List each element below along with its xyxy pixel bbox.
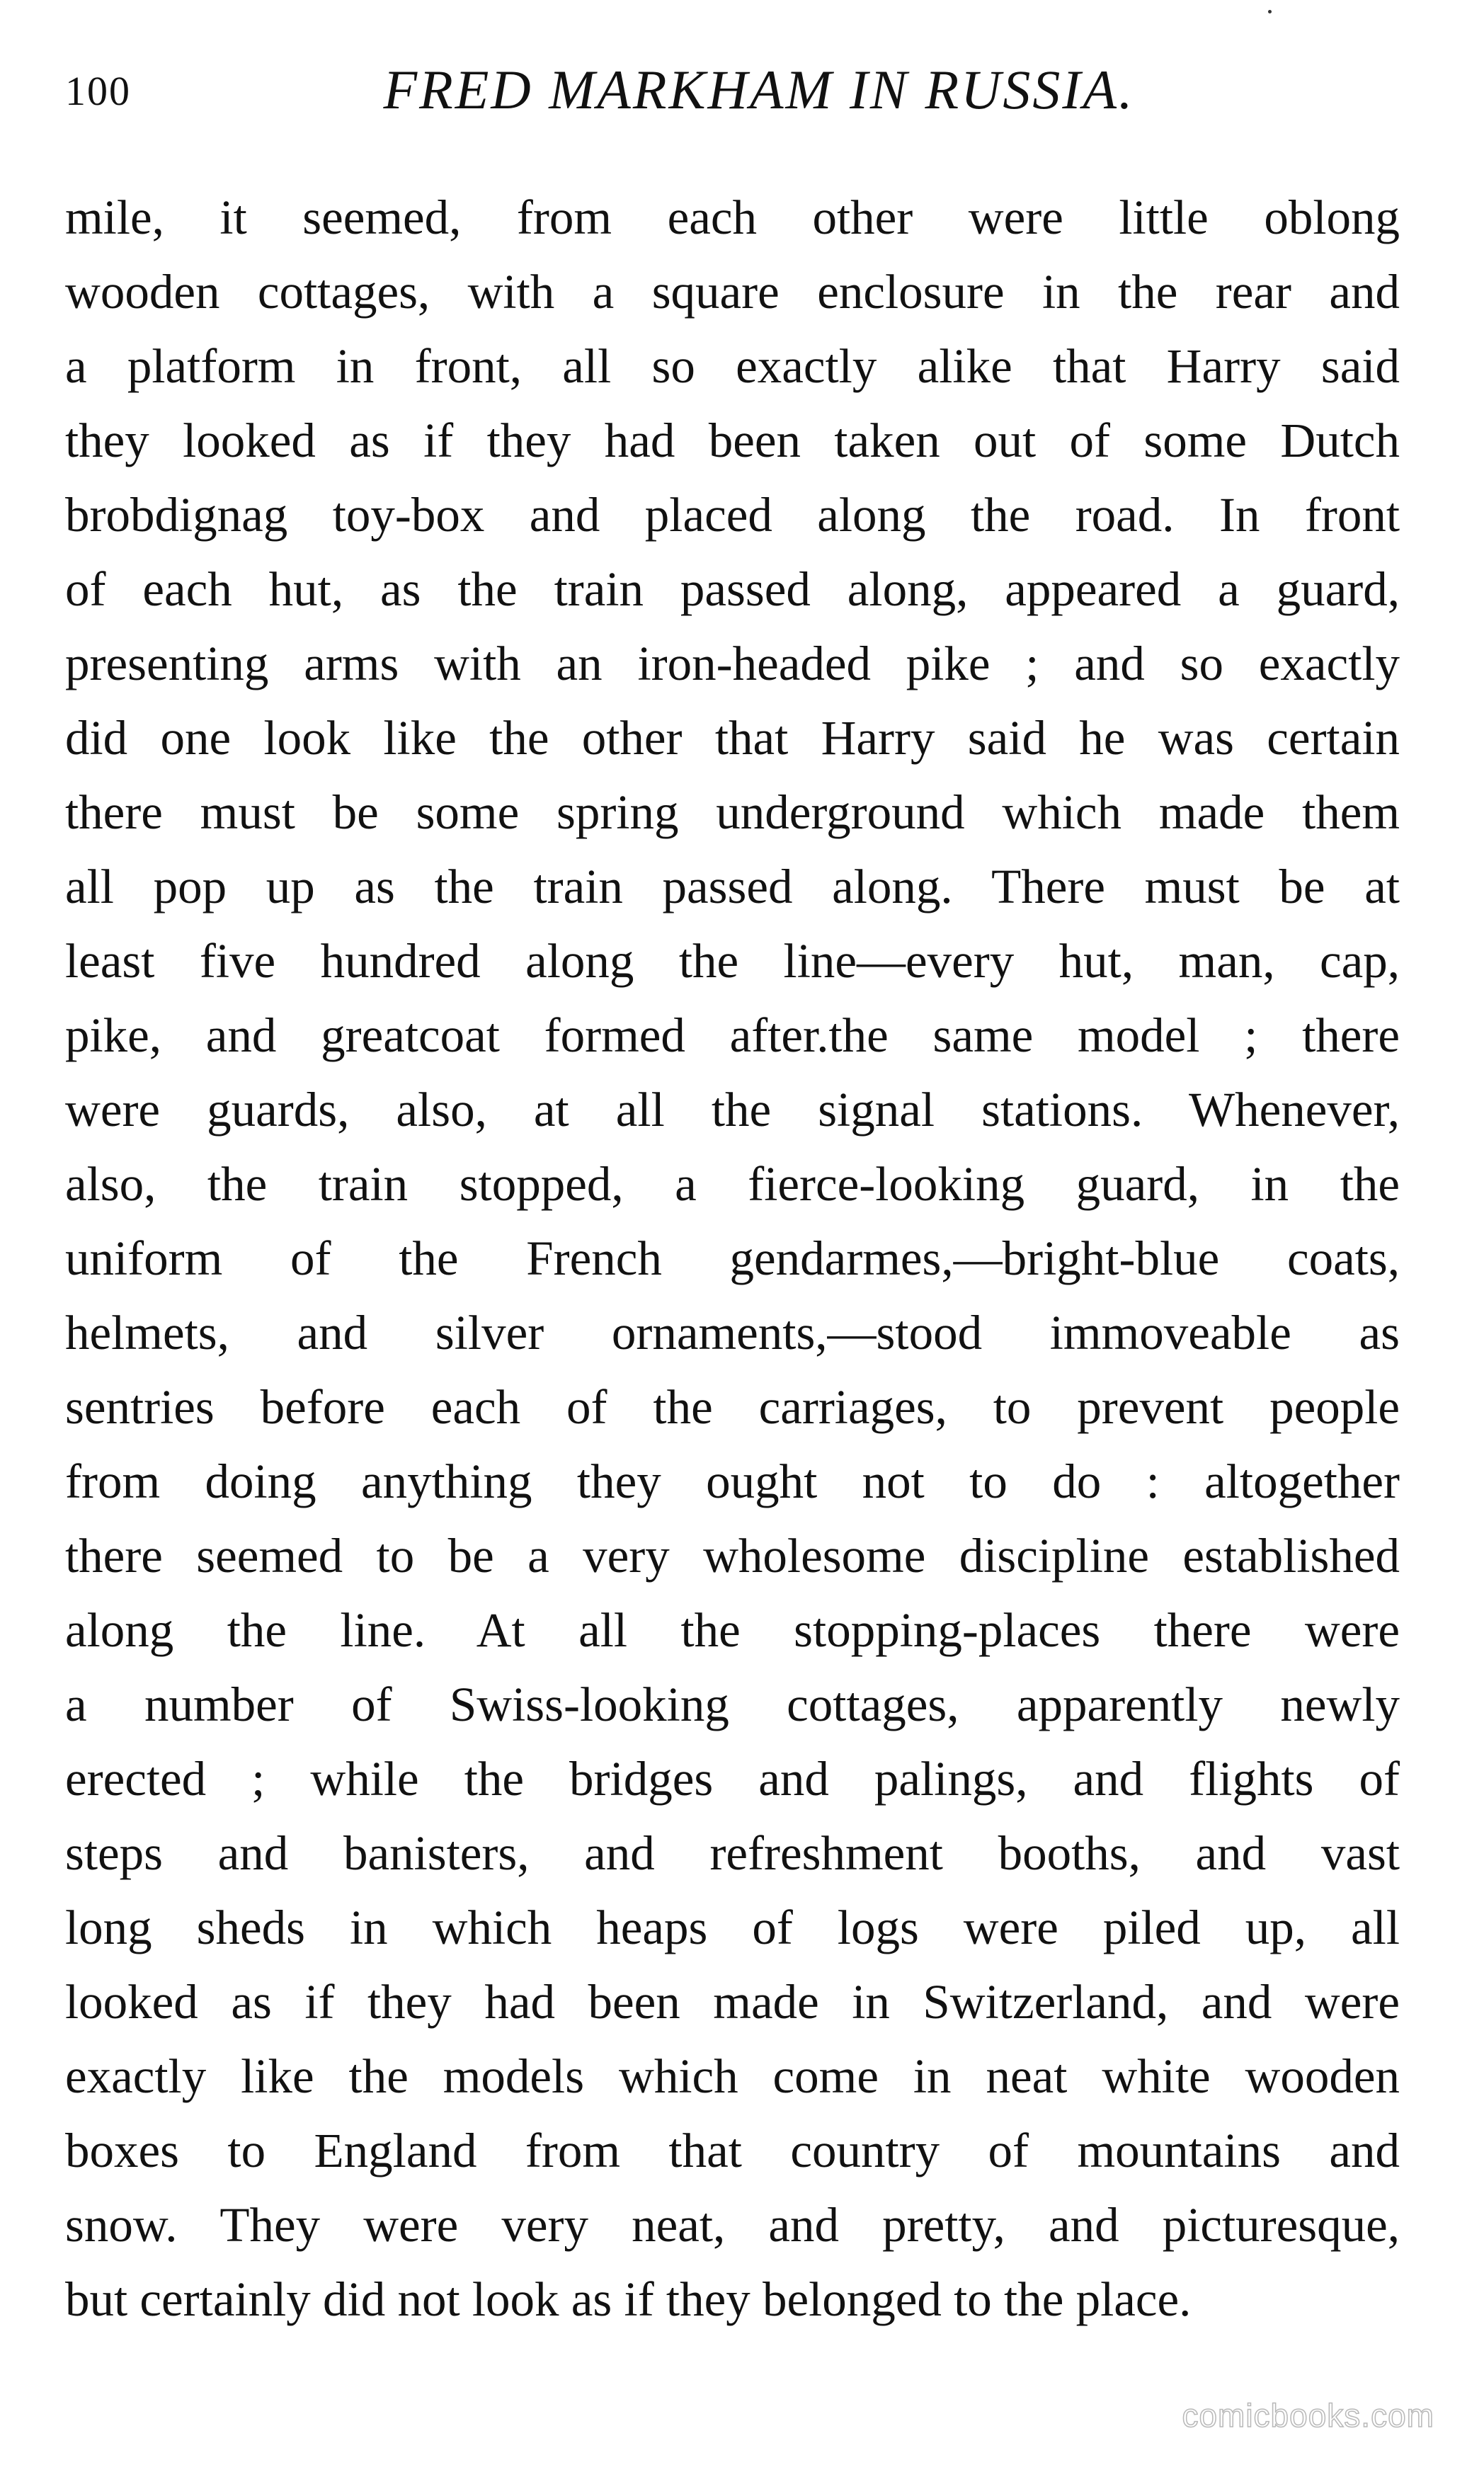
text-line: wooden cottages, with a square enclosure in the rear and [65,265,1400,319]
body-text [65,181,1400,2337]
text-line: pike, and greatcoat formed after.the same model ; there [65,1008,1400,1062]
text-line: but certainly did not look as if they belonged to the place. [65,2272,1192,2326]
text-line: there seemed to be a very wholesome discipline established [65,1529,1400,1583]
text-line: also, the train stopped, a fierce-looking guard, in the [65,1157,1400,1211]
text-line: brobdignag toy-box and placed along the road. In front [65,488,1400,542]
text-line: erected ; while the bridges and palings, and flights of [65,1752,1400,1806]
page-number: 100 [65,68,131,114]
text-line: along the line. At all the stopping-places there were [65,1603,1400,1657]
text-line: exactly like the models which come in neat white wooden [65,2049,1400,2103]
running-head [65,59,1410,133]
text-line: they looked as if they had been taken out of some Dutch [65,414,1400,467]
text-line: there must be some spring underground which made them [65,785,1400,839]
text-line: a number of Swiss-looking cottages, apparently newly [65,1678,1400,1731]
text-line: long sheds in which heaps of logs were piled up, all [65,1901,1400,1954]
text-line: all pop up as the train passed along. There must be at [65,860,1400,913]
text-line: a platform in front, all so exactly alike that Harry said [65,339,1400,393]
text-line: snow. They were very neat, and pretty, and picturesque, [65,2198,1400,2252]
text-line: steps and banisters, and refreshment booths, and vast [65,1826,1400,1880]
text-line: least five hundred along the line—every hut, man, cap, [65,934,1400,988]
text-line: did one look like the other that Harry said he was certain [65,711,1400,765]
text-line: looked as if they had been made in Switzerland, and were [65,1975,1400,2029]
text-line: helmets, and silver ornaments,—stood immoveable as [65,1306,1400,1360]
text-line: sentries before each of the carriages, to prevent people [65,1380,1400,1434]
text-line: uniform of the French gendarmes,—bright-blue coats, [65,1231,1400,1285]
book-title: FRED MARKHAM IN RUSSIA. [383,59,1135,120]
text-line: were guards, also, at all the signal stations. Whenever, [65,1083,1400,1137]
text-line: of each hut, as the train passed along, appeared a guard, [65,562,1400,616]
text-line: mile, it seemed, from each other were little oblong [65,190,1400,244]
scan-speck [1268,10,1272,13]
text-line: presenting arms with an iron-headed pike ; and so exactly [65,637,1400,690]
text-line: boxes to England from that country of mountains and [65,2124,1400,2177]
text-line: from doing anything they ought not to do : altogether [65,1454,1400,1508]
watermark: comicbooks.com [1182,2397,1434,2434]
